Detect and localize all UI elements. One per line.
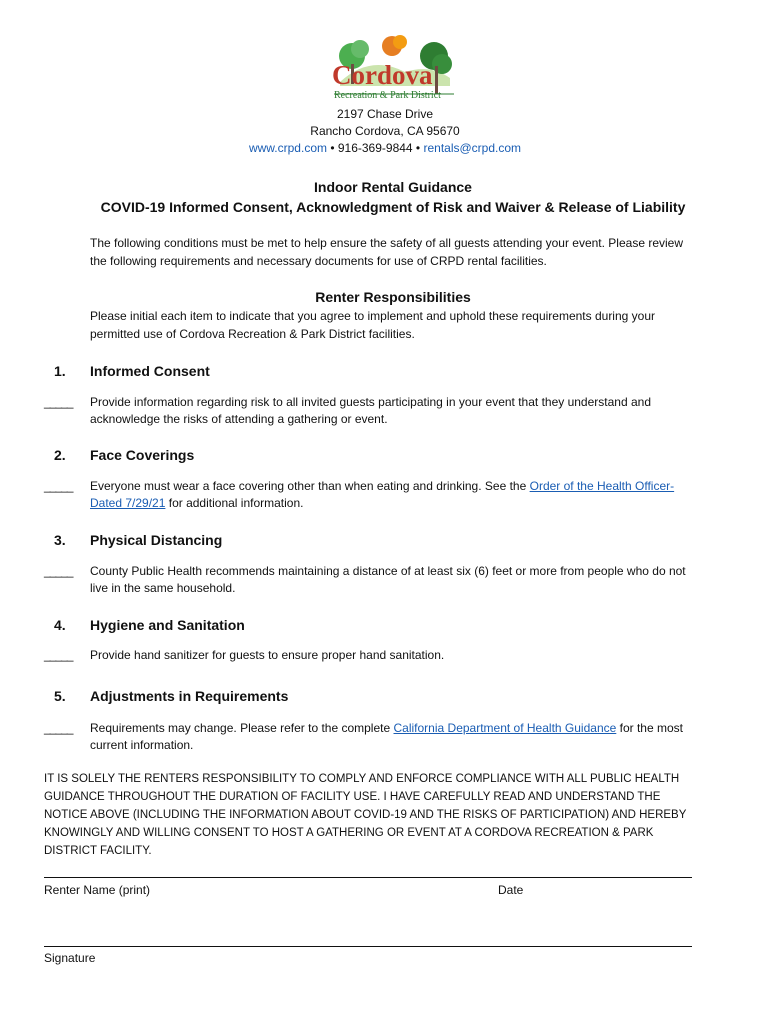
section-text-after: for the most current information. bbox=[90, 721, 683, 752]
doc-subtitle: COVID-19 Informed Consent, Acknowledgment of Risk and Waiver & Release of Liability bbox=[100, 199, 686, 215]
section-text-after: for additional information. bbox=[165, 496, 304, 510]
logo-subtitle: Recreation & Park District bbox=[334, 90, 441, 101]
phone-text: • 916-369-9844 • bbox=[327, 141, 424, 155]
email-link[interactable]: rentals@crpd.com bbox=[423, 141, 522, 155]
logo-wordmark: Cordova bbox=[332, 60, 433, 90]
section-text: County Public Health recommends maintaining a distance of at least six (6) feet or more from people who do not live in the same household. bbox=[90, 564, 686, 595]
section-number: 1. bbox=[54, 363, 66, 379]
section-heading: Face Coverings bbox=[90, 447, 195, 463]
initial-blank[interactable]: _____ bbox=[44, 479, 73, 493]
section-text bbox=[90, 720, 700, 754]
initial-blank[interactable]: _____ bbox=[44, 648, 73, 662]
responsibilities-heading: Renter Responsibilities bbox=[315, 289, 471, 305]
initial-blank[interactable]: _____ bbox=[44, 395, 73, 409]
signature-label: Signature bbox=[44, 951, 96, 965]
section-heading: Informed Consent bbox=[90, 363, 210, 379]
section-text-before: Everyone must wear a face covering other than when eating and drinking. See the bbox=[90, 479, 530, 493]
website-link[interactable]: www.crpd.com bbox=[248, 141, 327, 155]
section-heading: Physical Distancing bbox=[90, 532, 223, 548]
intro-paragraph: The following conditions must be met to help ensure the safety of all guests attending your event. Please review the following requirements and necessary documents for use of CRPD rental facilities. bbox=[90, 236, 684, 268]
renter-name-label: Renter Name (print) bbox=[44, 883, 151, 897]
section-number: 3. bbox=[54, 532, 66, 548]
section-heading: Hygiene and Sanitation bbox=[90, 617, 245, 633]
section-number: 4. bbox=[54, 617, 66, 633]
address-street: 2197 Chase Drive bbox=[336, 107, 434, 121]
date-label: Date bbox=[498, 883, 524, 897]
section-text: Provide information regarding risk to all invited guests participating in your event that they understand and acknowledge the risks of attending a gathering or event. bbox=[90, 395, 651, 426]
section-number: 2. bbox=[54, 447, 66, 463]
consent-statement: IT IS SOLELY THE RENTERS RESPONSIBILITY TO COMPLY AND ENFORCE COMPLIANCE WITH ALL PUBLIC HEALTH GUIDANCE THROUGHOUT THE DURATION OF FACILITY USE. I HAVE CAREFULLY READ AND UNDERSTAND THE NOTICE ABOVE (INCLUDING THE INFORMATION ABOUT COVID-19 AND THE RISKS OF PARTICIPATION) AND HEREBY KNOWINGLY AND WILLING CONSENT TO HOST A GATHERING OR EVENT AT A CORDOVA RECREATION & PARK DISTRICT FACILITY. bbox=[44, 773, 687, 857]
renter-name-line[interactable] bbox=[44, 877, 692, 878]
signature-line[interactable] bbox=[44, 946, 692, 947]
section-text-before: Requirements may change. Please refer to the complete bbox=[90, 721, 394, 735]
responsibilities-text: Please initial each item to indicate that you agree to implement and uphold these requirements during your permitted use of Cordova Recreation & Park District facilities. bbox=[90, 309, 656, 341]
section-heading: Adjustments in Requirements bbox=[90, 688, 289, 704]
section-text: Provide hand sanitizer for guests to ensure proper hand sanitation. bbox=[90, 648, 445, 662]
initial-blank[interactable]: _____ bbox=[44, 721, 73, 735]
contact-line bbox=[0, 140, 770, 157]
cdph-guidance-link[interactable]: California Department of Health Guidance bbox=[393, 721, 617, 735]
initial-blank[interactable]: _____ bbox=[44, 564, 73, 578]
section-text bbox=[90, 478, 700, 512]
health-order-link[interactable]: Order of the Health Officer- Dated 7/29/21 bbox=[90, 479, 675, 510]
section-number: 5. bbox=[54, 688, 66, 704]
address-city: Rancho Cordova, CA 95670 bbox=[310, 124, 460, 138]
doc-title: Indoor Rental Guidance bbox=[314, 179, 472, 195]
